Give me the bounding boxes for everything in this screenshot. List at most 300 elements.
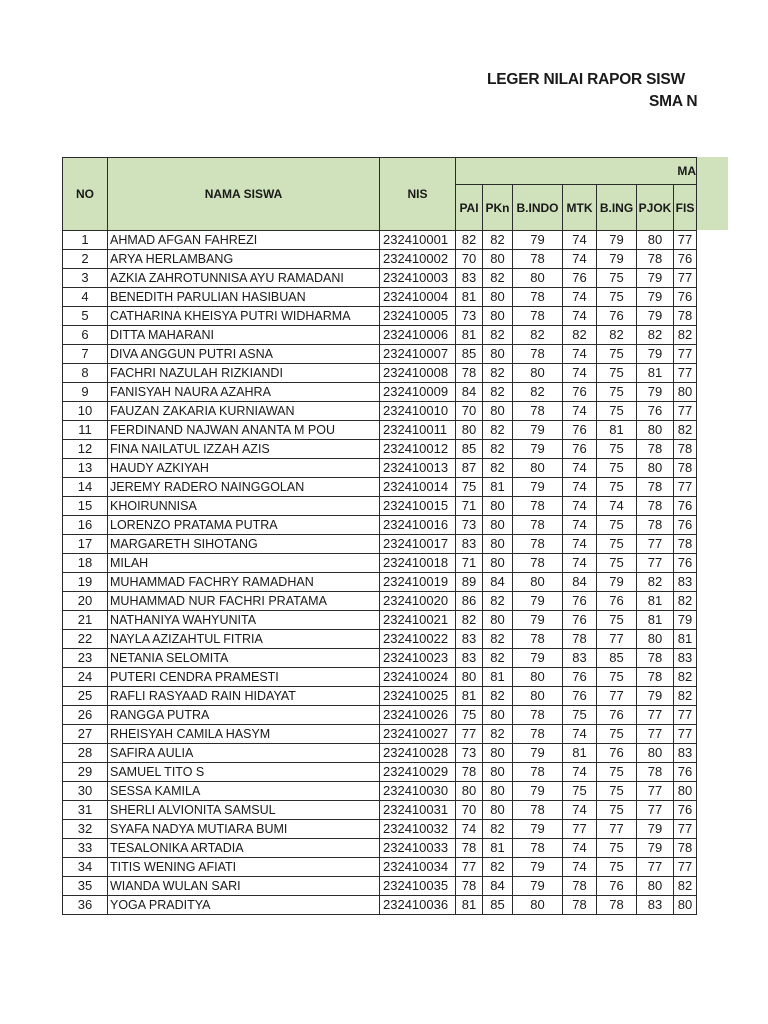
row-number: 34 (63, 858, 108, 877)
score-mtk: 78 (563, 877, 597, 896)
table-row (63, 516, 697, 535)
table-row (63, 611, 697, 630)
score-pkn: 82 (483, 326, 513, 345)
score-bing: 75 (597, 782, 637, 801)
student-name: MUHAMMAD FACHRY RAMADHAN (108, 573, 380, 592)
student-name: SHERLI ALVIONITA SAMSUL (108, 801, 380, 820)
row-number: 23 (63, 649, 108, 668)
score-bindo: 80 (513, 269, 563, 288)
score-mtk: 74 (563, 250, 597, 269)
header-subject-fis: FIS (674, 185, 697, 231)
score-pkn: 80 (483, 535, 513, 554)
row-number: 26 (63, 706, 108, 725)
score-pkn: 82 (483, 421, 513, 440)
score-pai: 84 (456, 383, 483, 402)
row-number: 4 (63, 288, 108, 307)
student-nis: 232410032 (380, 820, 456, 839)
score-bing: 76 (597, 706, 637, 725)
score-fis: 76 (674, 801, 697, 820)
score-pkn: 82 (483, 459, 513, 478)
table-row (63, 326, 697, 345)
score-pjok: 80 (637, 877, 674, 896)
score-bing: 75 (597, 668, 637, 687)
score-fis: 76 (674, 497, 697, 516)
score-pai: 81 (456, 288, 483, 307)
score-pjok: 78 (637, 668, 674, 687)
score-bindo: 79 (513, 478, 563, 497)
student-name: WIANDA WULAN SARI (108, 877, 380, 896)
score-bing: 75 (597, 345, 637, 364)
score-pkn: 81 (483, 668, 513, 687)
score-pjok: 77 (637, 782, 674, 801)
score-bing: 77 (597, 630, 637, 649)
student-nis: 232410026 (380, 706, 456, 725)
table-row (63, 364, 697, 383)
score-pjok: 77 (637, 858, 674, 877)
student-name: JEREMY RADERO NAINGGOLAN (108, 478, 380, 497)
score-pjok: 77 (637, 706, 674, 725)
score-fis: 78 (674, 307, 697, 326)
score-mtk: 74 (563, 763, 597, 782)
score-mtk: 76 (563, 592, 597, 611)
score-pkn: 80 (483, 782, 513, 801)
score-pjok: 79 (637, 307, 674, 326)
score-pkn: 80 (483, 307, 513, 326)
score-pkn: 80 (483, 763, 513, 782)
header-subject-bindo: B.INDO (513, 185, 563, 231)
score-mtk: 78 (563, 896, 597, 915)
score-bing: 75 (597, 269, 637, 288)
score-fis: 82 (674, 687, 697, 706)
student-name: MARGARETH SIHOTANG (108, 535, 380, 554)
score-bindo: 78 (513, 763, 563, 782)
score-fis: 76 (674, 554, 697, 573)
score-bing: 75 (597, 611, 637, 630)
score-bindo: 78 (513, 630, 563, 649)
student-name: PUTERI CENDRA PRAMESTI (108, 668, 380, 687)
score-pai: 70 (456, 801, 483, 820)
score-fis: 82 (674, 877, 697, 896)
score-pjok: 78 (637, 763, 674, 782)
score-bing: 77 (597, 820, 637, 839)
score-mtk: 74 (563, 402, 597, 421)
score-pkn: 80 (483, 554, 513, 573)
score-fis: 76 (674, 288, 697, 307)
table-row (63, 630, 697, 649)
score-bing: 78 (597, 896, 637, 915)
row-number: 9 (63, 383, 108, 402)
student-name: DIVA ANGGUN PUTRI ASNA (108, 345, 380, 364)
table-row (63, 877, 697, 896)
row-number: 3 (63, 269, 108, 288)
score-fis: 77 (674, 231, 697, 250)
student-name: YOGA PRADITYA (108, 896, 380, 915)
score-bing: 75 (597, 858, 637, 877)
score-pai: 75 (456, 706, 483, 725)
student-nis: 232410020 (380, 592, 456, 611)
score-pai: 75 (456, 478, 483, 497)
score-pjok: 78 (637, 649, 674, 668)
score-fis: 78 (674, 839, 697, 858)
score-pjok: 80 (637, 630, 674, 649)
score-pjok: 79 (637, 345, 674, 364)
score-mtk: 76 (563, 687, 597, 706)
score-pkn: 82 (483, 725, 513, 744)
student-name: FERDINAND NAJWAN ANANTA M POU (108, 421, 380, 440)
header-subject-mtk: MTK (563, 185, 597, 231)
score-bing: 82 (597, 326, 637, 345)
row-number: 5 (63, 307, 108, 326)
student-nis: 232410001 (380, 231, 456, 250)
score-bindo: 80 (513, 459, 563, 478)
row-number: 22 (63, 630, 108, 649)
score-pjok: 82 (637, 326, 674, 345)
score-pjok: 81 (637, 592, 674, 611)
student-name: LORENZO PRATAMA PUTRA (108, 516, 380, 535)
header-subject-pai: PAI (456, 185, 483, 231)
score-pkn: 80 (483, 516, 513, 535)
table-row (63, 858, 697, 877)
score-fis: 82 (674, 592, 697, 611)
score-pkn: 80 (483, 345, 513, 364)
score-bindo: 79 (513, 782, 563, 801)
score-mtk: 76 (563, 383, 597, 402)
table-row (63, 839, 697, 858)
score-bindo: 78 (513, 725, 563, 744)
score-pkn: 80 (483, 706, 513, 725)
score-bing: 75 (597, 402, 637, 421)
score-pjok: 79 (637, 820, 674, 839)
score-pkn: 81 (483, 478, 513, 497)
score-pjok: 82 (637, 573, 674, 592)
table-row (63, 231, 697, 250)
score-pjok: 81 (637, 611, 674, 630)
student-name: RANGGA PUTRA (108, 706, 380, 725)
score-fis: 76 (674, 516, 697, 535)
table-row (63, 725, 697, 744)
score-pkn: 82 (483, 858, 513, 877)
student-nis: 232410004 (380, 288, 456, 307)
score-pjok: 79 (637, 687, 674, 706)
score-mtk: 84 (563, 573, 597, 592)
student-nis: 232410027 (380, 725, 456, 744)
student-nis: 232410002 (380, 250, 456, 269)
score-pjok: 78 (637, 497, 674, 516)
row-number: 27 (63, 725, 108, 744)
row-number: 24 (63, 668, 108, 687)
score-pai: 82 (456, 611, 483, 630)
score-bing: 79 (597, 231, 637, 250)
score-pkn: 82 (483, 231, 513, 250)
score-mtk: 76 (563, 611, 597, 630)
student-nis: 232410022 (380, 630, 456, 649)
table-row (63, 288, 697, 307)
score-bing: 75 (597, 839, 637, 858)
score-pjok: 83 (637, 896, 674, 915)
score-pjok: 80 (637, 231, 674, 250)
table-row (63, 649, 697, 668)
score-pkn: 80 (483, 497, 513, 516)
student-name: KHOIRUNNISA (108, 497, 380, 516)
table-row (63, 706, 697, 725)
header-subject-group: MA (456, 158, 697, 185)
score-bindo: 79 (513, 820, 563, 839)
table-row (63, 459, 697, 478)
table-row (63, 497, 697, 516)
score-bindo: 79 (513, 421, 563, 440)
table-row (63, 668, 697, 687)
student-nis: 232410030 (380, 782, 456, 801)
score-pai: 87 (456, 459, 483, 478)
score-fis: 83 (674, 744, 697, 763)
score-pkn: 80 (483, 801, 513, 820)
score-fis: 76 (674, 763, 697, 782)
score-bing: 76 (597, 877, 637, 896)
score-mtk: 77 (563, 820, 597, 839)
student-nis: 232410025 (380, 687, 456, 706)
header-fill-overflow (696, 157, 728, 230)
score-bing: 75 (597, 288, 637, 307)
score-pkn: 80 (483, 288, 513, 307)
score-pai: 74 (456, 820, 483, 839)
table-row (63, 269, 697, 288)
score-pkn: 85 (483, 896, 513, 915)
score-fis: 77 (674, 725, 697, 744)
score-mtk: 75 (563, 782, 597, 801)
score-bing: 79 (597, 573, 637, 592)
score-pai: 81 (456, 687, 483, 706)
grades-table (62, 157, 697, 915)
student-nis: 232410034 (380, 858, 456, 877)
score-pai: 85 (456, 440, 483, 459)
score-pai: 89 (456, 573, 483, 592)
student-nis: 232410009 (380, 383, 456, 402)
score-pkn: 80 (483, 611, 513, 630)
score-pai: 77 (456, 725, 483, 744)
score-bindo: 80 (513, 896, 563, 915)
student-name: BENEDITH PARULIAN HASIBUAN (108, 288, 380, 307)
student-name: AHMAD AFGAN FAHREZI (108, 231, 380, 250)
table-row (63, 763, 697, 782)
student-name: AZKIA ZAHROTUNNISA AYU RAMADANI (108, 269, 380, 288)
row-number: 16 (63, 516, 108, 535)
score-mtk: 83 (563, 649, 597, 668)
student-nis: 232410033 (380, 839, 456, 858)
student-name: NETANIA SELOMITA (108, 649, 380, 668)
score-bindo: 78 (513, 706, 563, 725)
row-number: 11 (63, 421, 108, 440)
score-mtk: 74 (563, 516, 597, 535)
score-pkn: 81 (483, 839, 513, 858)
score-fis: 77 (674, 345, 697, 364)
student-nis: 232410014 (380, 478, 456, 497)
score-pai: 85 (456, 345, 483, 364)
score-pjok: 78 (637, 250, 674, 269)
score-bindo: 82 (513, 326, 563, 345)
score-mtk: 76 (563, 269, 597, 288)
score-bing: 75 (597, 535, 637, 554)
score-bing: 76 (597, 592, 637, 611)
score-pkn: 82 (483, 592, 513, 611)
student-name: RAFLI RASYAAD RAIN HIDAYAT (108, 687, 380, 706)
score-pkn: 80 (483, 402, 513, 421)
score-pai: 83 (456, 535, 483, 554)
score-mtk: 81 (563, 744, 597, 763)
score-bindo: 79 (513, 649, 563, 668)
score-bing: 75 (597, 801, 637, 820)
score-bindo: 78 (513, 250, 563, 269)
score-mtk: 74 (563, 801, 597, 820)
student-name: MUHAMMAD NUR FACHRI PRATAMA (108, 592, 380, 611)
student-name: FACHRI NAZULAH RIZKIANDI (108, 364, 380, 383)
student-name: DITTA MAHARANI (108, 326, 380, 345)
student-nis: 232410011 (380, 421, 456, 440)
table-row (63, 250, 697, 269)
student-name: NAYLA AZIZAHTUL FITRIA (108, 630, 380, 649)
score-fis: 77 (674, 858, 697, 877)
header-subject-pkn: PKn (483, 185, 513, 231)
table-row (63, 345, 697, 364)
table-row (63, 573, 697, 592)
row-number: 19 (63, 573, 108, 592)
score-bindo: 79 (513, 440, 563, 459)
row-number: 10 (63, 402, 108, 421)
table-row (63, 592, 697, 611)
score-fis: 83 (674, 573, 697, 592)
score-pkn: 80 (483, 744, 513, 763)
score-bing: 81 (597, 421, 637, 440)
header-no: NO (63, 158, 108, 231)
score-bing: 77 (597, 687, 637, 706)
row-number: 21 (63, 611, 108, 630)
row-number: 6 (63, 326, 108, 345)
score-bindo: 78 (513, 516, 563, 535)
row-number: 36 (63, 896, 108, 915)
student-name: RHEISYAH CAMILA HASYM (108, 725, 380, 744)
student-nis: 232410015 (380, 497, 456, 516)
score-bindo: 79 (513, 858, 563, 877)
student-name: FINA NAILATUL IZZAH AZIS (108, 440, 380, 459)
score-bindo: 80 (513, 687, 563, 706)
score-pai: 71 (456, 554, 483, 573)
score-pai: 73 (456, 516, 483, 535)
row-number: 30 (63, 782, 108, 801)
student-nis: 232410036 (380, 896, 456, 915)
score-bindo: 79 (513, 877, 563, 896)
score-pjok: 77 (637, 801, 674, 820)
header-name: NAMA SISWA (108, 158, 380, 231)
score-mtk: 74 (563, 858, 597, 877)
score-bindo: 78 (513, 839, 563, 858)
score-pai: 78 (456, 839, 483, 858)
score-mtk: 74 (563, 478, 597, 497)
score-bing: 75 (597, 440, 637, 459)
student-nis: 232410024 (380, 668, 456, 687)
score-pai: 83 (456, 630, 483, 649)
row-number: 18 (63, 554, 108, 573)
score-mtk: 74 (563, 554, 597, 573)
student-nis: 232410012 (380, 440, 456, 459)
score-fis: 82 (674, 668, 697, 687)
score-bindo: 78 (513, 497, 563, 516)
score-bing: 76 (597, 744, 637, 763)
student-name: NATHANIYA WAHYUNITA (108, 611, 380, 630)
score-pjok: 79 (637, 839, 674, 858)
score-mtk: 74 (563, 839, 597, 858)
student-name: SAMUEL TITO S (108, 763, 380, 782)
score-pai: 78 (456, 877, 483, 896)
score-pai: 82 (456, 231, 483, 250)
score-mtk: 74 (563, 725, 597, 744)
score-bindo: 80 (513, 668, 563, 687)
score-pai: 77 (456, 858, 483, 877)
score-pjok: 76 (637, 402, 674, 421)
score-fis: 82 (674, 421, 697, 440)
student-nis: 232410021 (380, 611, 456, 630)
score-pai: 78 (456, 763, 483, 782)
score-pai: 71 (456, 497, 483, 516)
row-number: 8 (63, 364, 108, 383)
score-fis: 77 (674, 269, 697, 288)
row-number: 31 (63, 801, 108, 820)
score-pai: 83 (456, 649, 483, 668)
score-mtk: 82 (563, 326, 597, 345)
score-mtk: 74 (563, 364, 597, 383)
score-fis: 79 (674, 611, 697, 630)
score-pai: 80 (456, 782, 483, 801)
score-pkn: 80 (483, 250, 513, 269)
score-pkn: 82 (483, 269, 513, 288)
student-name: MILAH (108, 554, 380, 573)
header-nis: NIS (380, 158, 456, 231)
row-number: 25 (63, 687, 108, 706)
score-pjok: 79 (637, 383, 674, 402)
score-pkn: 82 (483, 820, 513, 839)
table-row (63, 440, 697, 459)
score-bindo: 78 (513, 535, 563, 554)
score-fis: 80 (674, 896, 697, 915)
row-number: 15 (63, 497, 108, 516)
student-nis: 232410028 (380, 744, 456, 763)
row-number: 32 (63, 820, 108, 839)
score-fis: 80 (674, 383, 697, 402)
student-name: CATHARINA KHEISYA PUTRI WIDHARMA (108, 307, 380, 326)
score-mtk: 74 (563, 345, 597, 364)
score-bindo: 78 (513, 288, 563, 307)
score-mtk: 76 (563, 421, 597, 440)
score-pai: 73 (456, 744, 483, 763)
header-subject-pjok: PJOK (637, 185, 674, 231)
score-bindo: 78 (513, 554, 563, 573)
header-subject-bing: B.ING (597, 185, 637, 231)
score-pai: 80 (456, 421, 483, 440)
score-pkn: 82 (483, 630, 513, 649)
score-bindo: 78 (513, 801, 563, 820)
score-pai: 78 (456, 364, 483, 383)
table-row (63, 535, 697, 554)
score-pjok: 78 (637, 516, 674, 535)
score-pjok: 80 (637, 459, 674, 478)
row-number: 12 (63, 440, 108, 459)
score-mtk: 76 (563, 668, 597, 687)
student-nis: 232410017 (380, 535, 456, 554)
table-row (63, 421, 697, 440)
score-pai: 80 (456, 668, 483, 687)
score-bing: 74 (597, 497, 637, 516)
score-fis: 77 (674, 402, 697, 421)
score-bing: 76 (597, 307, 637, 326)
student-nis: 232410005 (380, 307, 456, 326)
